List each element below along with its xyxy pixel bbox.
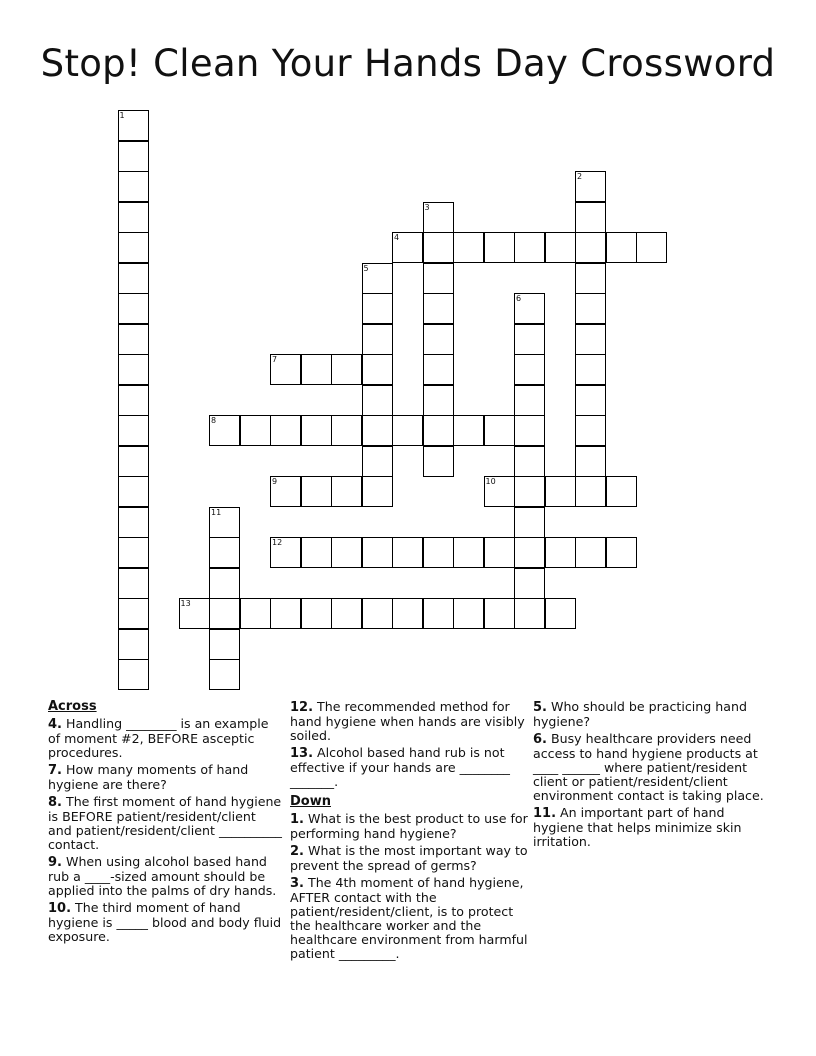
clue-number: 13 [180, 599, 191, 608]
grid-cell[interactable] [514, 507, 545, 538]
clue-across-13: 13. Alcohol based hand rub is not effective if your hands are ________ _______. [290, 745, 510, 789]
grid-cell[interactable] [118, 598, 149, 629]
puzzle-title: Stop! Clean Your Hands Day Crossword [40, 42, 776, 85]
clue-down-2: 2. What is the most important way to prevent the spread of germs? [290, 843, 528, 873]
grid-cell[interactable] [392, 537, 423, 568]
grid-cell[interactable] [118, 568, 149, 599]
grid-cell[interactable] [575, 537, 606, 568]
grid-cell[interactable] [545, 598, 576, 629]
grid-cell[interactable] [270, 354, 301, 385]
grid-cell[interactable] [331, 476, 362, 507]
grid-cell[interactable] [301, 598, 332, 629]
grid-cell[interactable] [301, 537, 332, 568]
grid-cell[interactable] [514, 476, 545, 507]
grid-cell[interactable] [179, 598, 210, 629]
clues-column-1 [48, 700, 283, 947]
grid-cell[interactable] [423, 202, 454, 233]
grid-cell[interactable] [453, 232, 484, 263]
grid-cell[interactable] [331, 415, 362, 446]
grid-cell[interactable] [301, 354, 332, 385]
grid-cell[interactable] [575, 446, 606, 477]
grid-cell[interactable] [575, 324, 606, 355]
grid-cell[interactable] [575, 202, 606, 233]
grid-cell[interactable] [118, 415, 149, 446]
grid-cell[interactable] [331, 537, 362, 568]
grid-cell[interactable] [209, 568, 240, 599]
grid-cell[interactable] [575, 293, 606, 324]
grid-cell[interactable] [423, 324, 454, 355]
grid-cell[interactable] [484, 537, 515, 568]
grid-cell[interactable] [484, 598, 515, 629]
grid-cell[interactable] [575, 171, 606, 202]
grid-cell[interactable] [575, 415, 606, 446]
grid-cell[interactable] [514, 324, 545, 355]
grid-cell[interactable] [209, 659, 240, 690]
grid-cell[interactable] [118, 232, 149, 263]
grid-cell[interactable] [453, 537, 484, 568]
grid-cell[interactable] [118, 263, 149, 294]
grid-cell[interactable] [392, 232, 423, 263]
grid-cell[interactable] [453, 598, 484, 629]
clues-column-3 [533, 700, 773, 852]
grid-cell[interactable] [209, 598, 240, 629]
grid-cell[interactable] [545, 476, 576, 507]
grid-cell[interactable] [118, 385, 149, 416]
grid-cell[interactable] [423, 446, 454, 477]
grid-cell[interactable] [423, 415, 454, 446]
grid-cell[interactable] [362, 598, 393, 629]
grid-cell[interactable] [575, 354, 606, 385]
grid-cell[interactable] [270, 537, 301, 568]
grid-cell[interactable] [240, 598, 271, 629]
down-heading: Down [290, 794, 331, 809]
clue-number: 1 [119, 111, 125, 120]
grid-cell[interactable] [606, 537, 637, 568]
clue-number: 12 [272, 538, 283, 547]
grid-cell[interactable] [118, 354, 149, 385]
clue-across-4: 4. Handling ________ is an example of moment #2, BEFORE asceptic procedures. [48, 716, 269, 760]
grid-cell[interactable] [545, 537, 576, 568]
clue-number: 3 [424, 202, 430, 212]
across-heading: Across [48, 699, 97, 714]
clue-number: 2 [577, 172, 583, 181]
grid-cell[interactable] [209, 415, 240, 446]
clue-number: 8 [211, 416, 217, 425]
grid-cell[interactable] [636, 232, 667, 263]
grid-cell[interactable] [392, 598, 423, 629]
grid-cell[interactable] [423, 293, 454, 324]
clue-down-5: 5. Who should be practicing hand hygiene? [533, 699, 747, 729]
grid-cell[interactable] [423, 598, 454, 629]
grid-cell[interactable] [118, 446, 149, 477]
grid-cell[interactable] [118, 141, 149, 172]
clue-across-9: 9. When using alcohol based hand rub a ____-sized amount should be applied into the palms of dry hands. [48, 854, 277, 898]
grid-cell[interactable] [423, 354, 454, 385]
grid-cell[interactable] [514, 568, 545, 599]
grid-cell[interactable] [209, 537, 240, 568]
grid-cell[interactable] [118, 537, 149, 568]
clue-across-8: 8. The first moment of hand hygiene is BEFORE patient/resident/client and patient/resident/client __________ contact. [48, 794, 282, 852]
grid-cell[interactable] [118, 110, 149, 141]
grid-cell[interactable] [484, 232, 515, 263]
grid-cell[interactable] [362, 263, 393, 294]
grid-cell[interactable] [270, 598, 301, 629]
grid-cell[interactable] [362, 415, 393, 446]
clue-number: 4 [394, 233, 400, 242]
grid-cell[interactable] [514, 354, 545, 385]
grid-cell[interactable] [362, 385, 393, 416]
grid-cell[interactable] [362, 476, 393, 507]
grid-cell[interactable] [209, 629, 240, 660]
clue-down-1: 1. What is the best product to use for performing hand hygiene? [290, 811, 528, 841]
clue-number: 10 [485, 477, 496, 486]
clue-number: 11 [211, 507, 222, 517]
grid-cell[interactable] [209, 507, 240, 538]
grid-cell[interactable] [118, 629, 149, 660]
grid-cell[interactable] [575, 263, 606, 294]
grid-cell[interactable] [545, 232, 576, 263]
grid-cell[interactable] [118, 507, 149, 538]
grid-cell[interactable] [575, 385, 606, 416]
grid-cell[interactable] [575, 232, 606, 263]
grid-cell[interactable] [606, 476, 637, 507]
grid-cell[interactable] [514, 537, 545, 568]
grid-cell[interactable] [270, 415, 301, 446]
grid-cell[interactable] [270, 476, 301, 507]
clue-number: 6 [516, 294, 522, 303]
grid-cell[interactable] [118, 202, 149, 233]
grid-cell[interactable] [301, 476, 332, 507]
grid-cell[interactable] [362, 537, 393, 568]
grid-cell[interactable] [301, 415, 332, 446]
clue-number: 7 [272, 355, 278, 364]
grid-cell[interactable] [514, 415, 545, 446]
grid-cell[interactable] [606, 232, 637, 263]
clues-column-2 [290, 700, 528, 964]
grid-cell[interactable] [118, 324, 149, 355]
grid-cell[interactable] [362, 446, 393, 477]
grid-cell[interactable] [575, 476, 606, 507]
grid-cell[interactable] [362, 324, 393, 355]
grid-cell[interactable] [484, 476, 515, 507]
grid-cell[interactable] [514, 598, 545, 629]
grid-cell[interactable] [453, 415, 484, 446]
grid-cell[interactable] [423, 385, 454, 416]
clue-across-10: 10. The third moment of hand hygiene is _____ blood and body fluid exposure. [48, 900, 282, 944]
grid-cell[interactable] [118, 659, 149, 690]
grid-cell[interactable] [514, 385, 545, 416]
clue-across-7: 7. How many moments of hand hygiene are there? [48, 762, 249, 792]
grid-cell[interactable] [331, 598, 362, 629]
grid-cell[interactable] [392, 415, 423, 446]
clue-across-12: 12. The recommended method for hand hygiene when hands are visibly soiled. [290, 699, 525, 743]
grid-cell[interactable] [118, 171, 149, 202]
clue-down-3: 3. The 4th moment of hand hygiene, AFTER contact with the patient/resident/client, is to protect the healthcare worker and the healthcare environment from harmful patient _________. [290, 875, 528, 961]
grid-cell[interactable] [118, 476, 149, 507]
grid-cell[interactable] [331, 354, 362, 385]
grid-cell[interactable] [362, 293, 393, 324]
grid-cell[interactable] [484, 415, 515, 446]
grid-cell[interactable] [362, 354, 393, 385]
grid-cell[interactable] [514, 232, 545, 263]
clue-down-6: 6. Busy healthcare providers need access to hand hygiene products at ____ ______ where patient/resident client or patient/resident/client environment contact is taking place. [533, 731, 764, 803]
grid-cell[interactable] [514, 293, 545, 324]
grid-cell[interactable] [423, 537, 454, 568]
grid-cell[interactable] [514, 446, 545, 477]
clue-number: 5 [363, 263, 369, 273]
clue-number: 9 [272, 477, 278, 486]
clue-down-11: 11. An important part of hand hygiene that helps minimize skin irritation. [533, 805, 742, 849]
grid-cell[interactable] [423, 232, 454, 263]
grid-cell[interactable] [423, 263, 454, 294]
grid-cell[interactable] [118, 293, 149, 324]
grid-cell[interactable] [240, 415, 271, 446]
